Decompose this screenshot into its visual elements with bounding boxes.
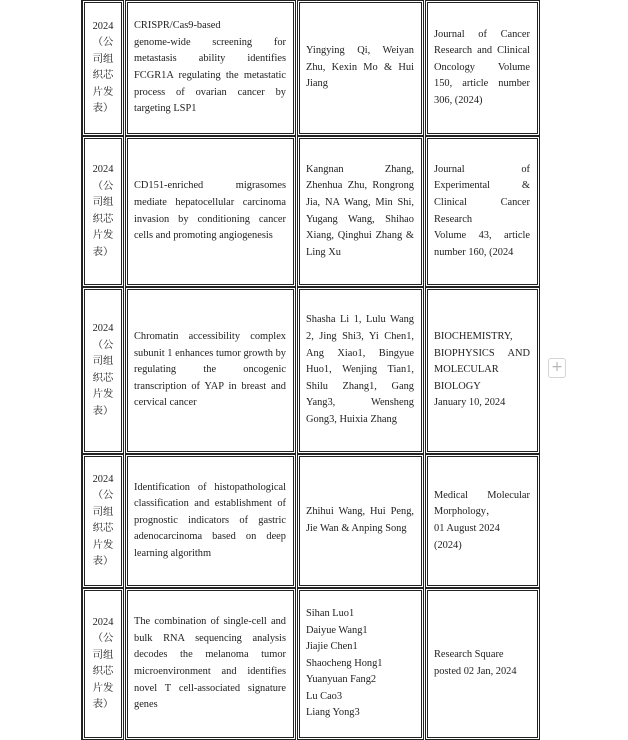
year-cell [82, 454, 124, 588]
year-cell [82, 588, 124, 740]
journal-cell [425, 454, 540, 588]
year-text: 2024 （公 司组 织芯 片发 表） [92, 473, 114, 567]
paper-title: The combination of single-cell and bulk RNA sequencing analysis decodes the melanoma tumor microenvironment and identifies novel T cell-associated signature genes [134, 616, 286, 711]
authors-cell [297, 136, 424, 287]
journal-cell [425, 136, 540, 287]
paper-journal: BIOCHEMISTRY, BIOPHYSICS AND MOLECULAR BIOLOGY January 10, 2024 [434, 331, 530, 409]
paper-title: Identification of histopathological classification and establishment of prognostic indicators of gastric adenocarcinoma based on deep learning algorithm [134, 481, 286, 559]
publications-table [81, 0, 540, 740]
paper-authors: Sihan Luo1 Daiyue Wang1 Jiajie Chen1 Shaocheng Hong1 Yuanyuan Fang2 Lu Cao3 Liang Yong3 [306, 607, 383, 719]
paper-authors: Shasha Li 1, Lulu Wang 2, Jing Shi3, Yi Chen1, Ang Xiao1, Bingyue Huo1, Wenjing Tian1, Shilu Zhang1, Gang Yang3, Wensheng Gong3, Huixia Zhang [306, 314, 414, 425]
year-text: 2024 （公 司组 织芯 片发 表） [92, 323, 114, 417]
table-row [81, 136, 540, 287]
paper-journal: Medical Molecular Morphology， 01 August 2024 (2024) [434, 489, 530, 551]
table-row [81, 588, 540, 740]
journal-cell [425, 0, 540, 136]
table-row [81, 287, 540, 454]
authors-cell [297, 454, 424, 588]
year-text: 2024 （公 司组 织芯 片发 表） [92, 20, 114, 114]
title-cell [125, 454, 296, 588]
paper-title: Chromatin accessibility complex subunit 1 enhances tumor growth by regulating the oncogenic transcription of YAP in breast and cervical cancer [134, 331, 286, 409]
paper-journal: Journal of Cancer Research and Clinical Oncology Volume 150, article number 306, (2024) [434, 28, 530, 106]
paper-title: CRISPR/Cas9-based genome-wide screening for metastasis ability identifies FCGR1A regulating the metastatic process of ovarian cancer by targeting LSP1 [134, 20, 286, 115]
title-cell [125, 136, 296, 287]
year-text: 2024 （公 司组 织芯 片发 表） [92, 164, 114, 258]
title-cell [125, 0, 296, 136]
table-row [81, 0, 540, 136]
paper-authors: Yingying Qi, Weiyan Zhu, Kexin Mo & Hui Jiang [306, 45, 414, 90]
paper-journal: Research Square posted 02 Jan, 2024 [434, 649, 517, 677]
year-cell [82, 287, 124, 454]
add-column-button[interactable]: + [548, 358, 566, 378]
year-cell [82, 136, 124, 287]
year-text: 2024 （公 司组 织芯 片发 表） [92, 616, 114, 710]
journal-cell [425, 588, 540, 740]
paper-journal: Journal of Experimental & Clinical Cancer Research Volume 43, article number 160, (2024 [434, 163, 530, 258]
authors-cell [297, 588, 424, 740]
table-row [81, 454, 540, 588]
title-cell [125, 287, 296, 454]
paper-authors: Kangnan Zhang, Zhenhua Zhu, Rongrong Jia, NA Wang, Min Shi, Yugang Wang, Shihao Xiang, Qinghui Zhang & Ling Xu [306, 163, 414, 258]
authors-cell [297, 287, 424, 454]
authors-cell [297, 0, 424, 136]
paper-title: CD151-enriched migrasomes mediate hepatocellular carcinoma invasion by conditioning cancer cells and promoting angiogenesis [134, 180, 286, 242]
journal-cell [425, 287, 540, 454]
year-cell [82, 0, 124, 136]
paper-authors: Zhihui Wang, Hui Peng, Jie Wan & Anping Song [306, 506, 414, 534]
title-cell [125, 588, 296, 740]
